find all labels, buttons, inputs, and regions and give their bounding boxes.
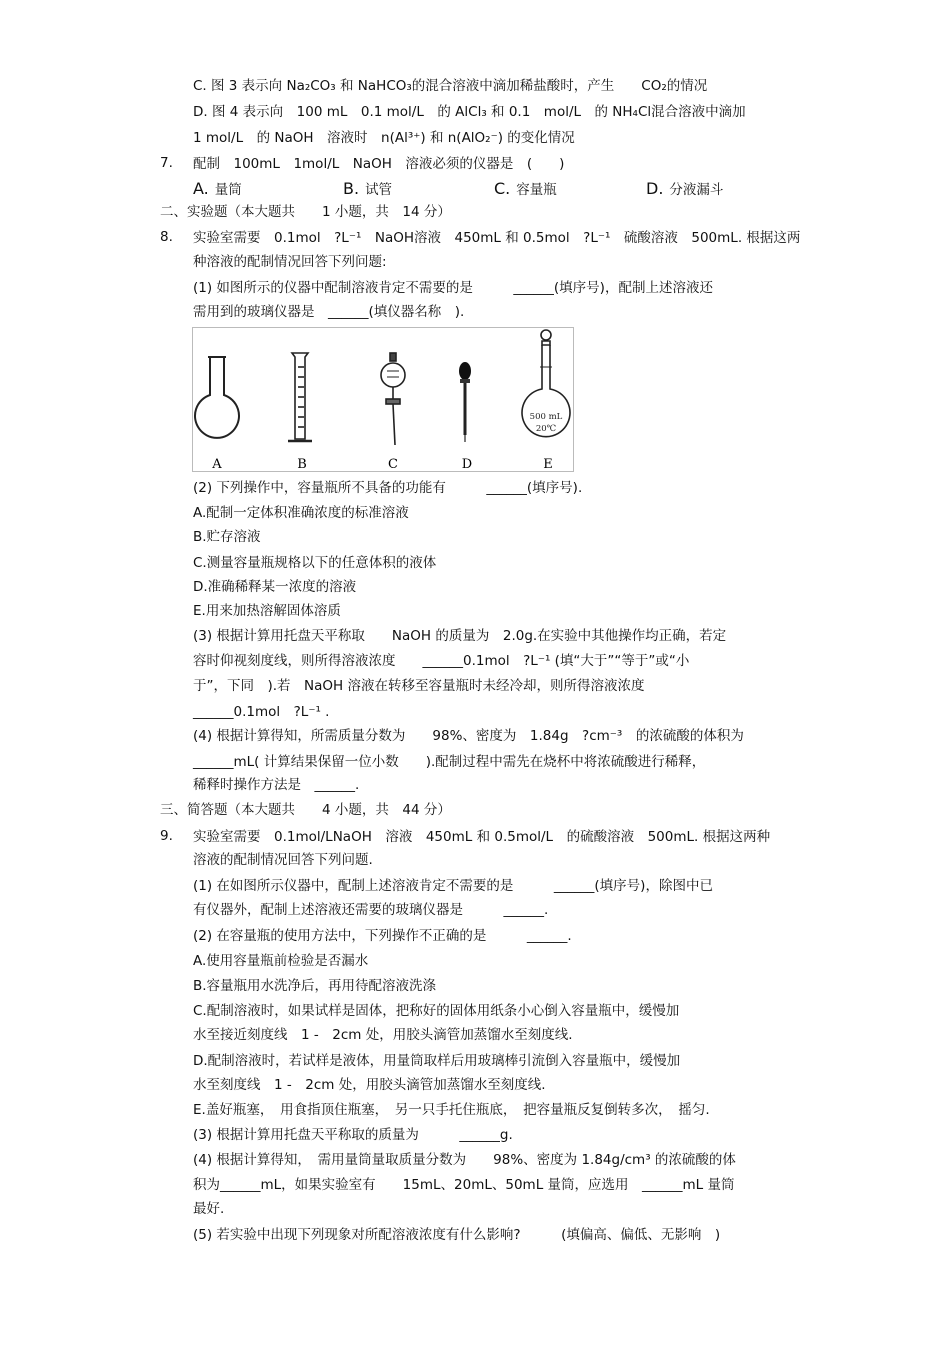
- text-line: 种溶液的配制情况回答下列问题:: [193, 254, 387, 270]
- flask-temp-text: 20℃: [535, 424, 557, 434]
- text-line: 容时仰视刻度线，则所得溶液浓度 ______0.1mol ?L⁻¹ (填“大于”“等于”或“小: [193, 653, 690, 669]
- question-number: 9.: [160, 828, 173, 844]
- text-line: 配制 100mL 1mol/L NaOH 溶液必须的仪器是 ( ): [193, 156, 565, 172]
- text-line: 需用到的玻璃仪器是 ______(填仪器名称 ).: [193, 304, 465, 320]
- option: [193, 178, 242, 198]
- text-line: D. 图 4 表示向 100 mL 0.1 mol/L 的 AlCl₃ 和 0.1 mol/L 的 NH₄Cl混合溶液中滴加: [193, 104, 746, 120]
- text-line: (4) 根据计算得知， 需用量筒量取质量分数为 98%、密度为 1.84g/cm³ 的浓硫酸的体: [193, 1152, 736, 1168]
- dropper-icon: [459, 362, 471, 442]
- text-line: 实验室需要 0.1mol ?L⁻¹ NaOH溶液 450mL 和 0.5mol ?L⁻¹ 硫酸溶液 500mL. 根据这两: [193, 230, 801, 246]
- text-line: A.使用容量瓶前检验是否漏水: [193, 953, 369, 969]
- text-line: C.配制溶液时，如果试样是固体，把称好的固体用纸条小心倒入容量瓶中，缓慢加: [193, 1003, 680, 1019]
- text-line: 有仪器外，配制上述溶液还需要的玻璃仪器是 ______.: [193, 902, 549, 918]
- text-line: B.贮存溶液: [193, 529, 261, 545]
- label-b: B: [297, 457, 307, 472]
- text-line: E.用来加热溶解固体溶质: [193, 603, 341, 619]
- text-line: ______0.1mol ?L⁻¹ .: [193, 704, 330, 720]
- question-number: 8.: [160, 229, 173, 245]
- text-line: 1 mol/L 的 NaOH 溶液时 n(Al³⁺) 和 n(AlO₂⁻) 的变化情况: [193, 130, 575, 146]
- separatory-funnel-icon: [381, 353, 405, 445]
- round-bottom-flask-icon: [195, 357, 239, 438]
- text-line: C.测量容量瓶规格以下的任意体积的液体: [193, 555, 437, 571]
- question-number: 7.: [160, 155, 173, 171]
- option-letter: D.: [646, 179, 664, 198]
- label-d: D: [461, 457, 473, 472]
- text-line: 水至刻度线 1 - 2cm 处，用胶头滴管加蒸馏水至刻度线.: [193, 1077, 546, 1093]
- label-e: E: [543, 457, 553, 472]
- text-line: (5) 若实验中出现下列现象对所配溶液浓度有什么影响? (填偏高、偏低、无影响 ): [193, 1227, 721, 1243]
- text-line: 二、实验题（本大题共 1 小题，共 14 分）: [160, 204, 451, 220]
- text-line: D.准确稀释某一浓度的溶液: [193, 579, 357, 595]
- text-line: (3) 根据计算用托盘天平称取的质量为 ______g.: [193, 1127, 513, 1143]
- option-text: 试管: [365, 182, 393, 198]
- option-text: 量筒: [214, 182, 242, 198]
- text-line: (3) 根据计算用托盘天平称取 NaOH 的质量为 2.0g.在实验中其他操作均正确，若定: [193, 628, 727, 644]
- text-line: (1) 在如图所示仪器中，配制上述溶液肯定不需要的是 ______(填序号)，除图中已: [193, 878, 713, 894]
- option: [494, 178, 557, 198]
- text-line: 溶液的配制情况回答下列问题.: [193, 852, 373, 868]
- text-line: (4) 根据计算得知，所需质量分数为 98%、密度为 1.84g ?cm⁻³ 的浓硫酸的体积为: [193, 728, 744, 744]
- option-letter: C.: [494, 179, 511, 198]
- text-line: 积为______mL，如果实验室有 15mL、20mL、50mL 量筒，应选用 ______mL 量筒: [193, 1177, 735, 1193]
- option: [343, 178, 392, 198]
- text-line: 三、简答题（本大题共 4 小题，共 44 分）: [160, 802, 451, 818]
- text-line: 最好.: [193, 1201, 225, 1217]
- text-line: 水至接近刻度线 1 - 2cm 处，用胶头滴管加蒸馏水至刻度线.: [193, 1027, 573, 1043]
- text-line: 稀释时操作方法是 ______.: [193, 777, 360, 793]
- text-line: B.容量瓶用水洗净后，再用待配溶液洗涤: [193, 978, 437, 994]
- option-text: 分液漏斗: [669, 182, 724, 198]
- text-line: E.盖好瓶塞， 用食指顶住瓶塞， 另一只手托住瓶底， 把容量瓶反复倒转多次， 摇匀.: [193, 1102, 710, 1118]
- option: [646, 178, 723, 198]
- text-line: (1) 如图所示的仪器中配制溶液肯定不需要的是 ______(填序号)，配制上述溶液还: [193, 280, 713, 296]
- option-text: 容量瓶: [516, 182, 557, 198]
- lab-apparatus-figure: [192, 327, 574, 472]
- text-line: A.配制一定体积准确浓度的标准溶液: [193, 505, 409, 521]
- text-line: 实验室需要 0.1mol/LNaOH 溶液 450mL 和 0.5mol/L 的硫酸溶液 500mL. 根据这两种: [193, 829, 771, 845]
- option-letter: B.: [343, 179, 360, 198]
- apparatus-svg: [192, 327, 574, 472]
- text-line: (2) 在容量瓶的使用方法中，下列操作不正确的是 ______.: [193, 928, 572, 944]
- text-line: (2) 下列操作中，容量瓶所不具备的功能有 ______(填序号).: [193, 480, 583, 496]
- text-line: D.配制溶液时，若试样是液体，用量筒取样后用玻璃棒引流倒入容量瓶中，缓慢加: [193, 1053, 681, 1069]
- label-a: A: [212, 457, 222, 472]
- text-line: C. 图 3 表示向 Na₂CO₃ 和 NaHCO₃的混合溶液中滴加稀盐酸时，产生 CO₂的情况: [193, 78, 708, 94]
- text-line: ______mL( 计算结果保留一位小数 ).配制过程中需先在烧杯中将浓硫酸进行稀释，: [193, 754, 706, 770]
- option-letter: A.: [193, 179, 209, 198]
- text-line: 于”，下同 ).若 NaOH 溶液在转移至容量瓶时未经冷却，则所得溶液浓度: [193, 678, 645, 694]
- graduated-cylinder-icon: [288, 353, 312, 441]
- label-c: C: [388, 457, 398, 472]
- flask-volume-text: 500 mL: [529, 412, 563, 422]
